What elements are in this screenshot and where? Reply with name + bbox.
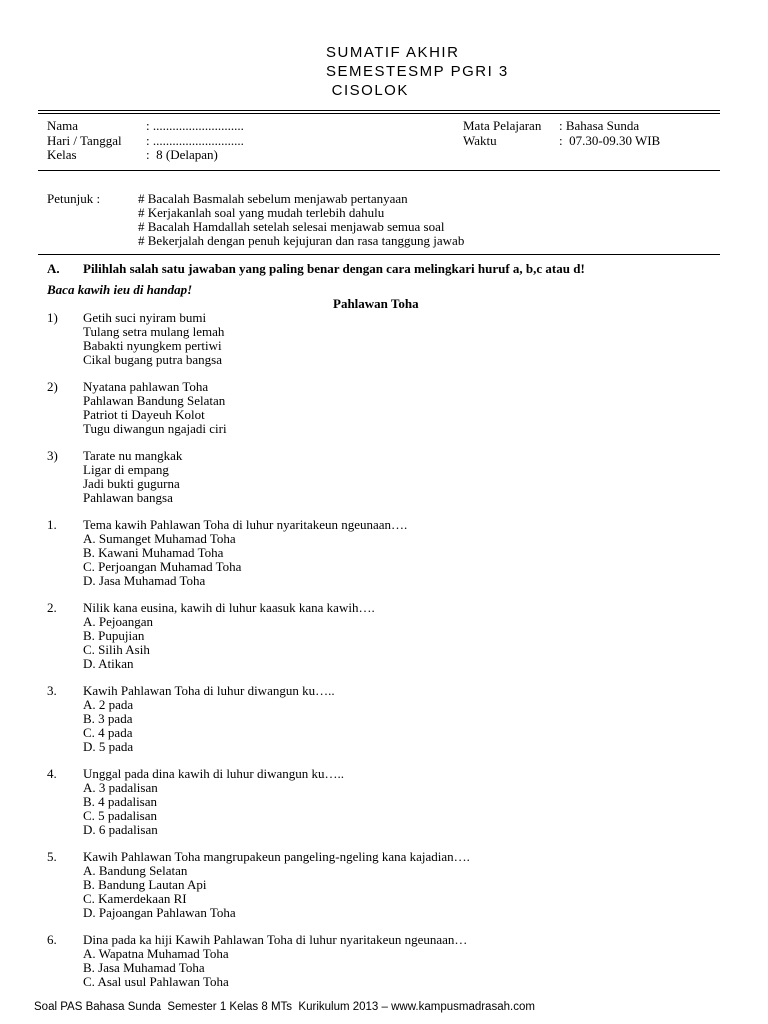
answer-option[interactable]: A. Pejoangan: [83, 614, 154, 629]
answer-option[interactable]: B. 4 padalisan: [83, 794, 158, 809]
kelas-value: : 8 (Delapan): [146, 147, 218, 162]
question-text: Unggal pada dina kawih di luhur diwangun ku…..: [83, 766, 345, 781]
waktu-label: Waktu: [463, 133, 497, 148]
waktu-value: : 07.30-09.30 WIB: [559, 133, 661, 148]
question-text: Kawih Pahlawan Toha di luhur diwangun ku…..: [83, 683, 335, 698]
nama-field: : ............................: [146, 118, 244, 133]
answer-option[interactable]: B. Bandung Lautan Api: [83, 877, 207, 892]
question-number: 1.: [47, 517, 57, 532]
answer-option[interactable]: A. Bandung Selatan: [83, 863, 188, 878]
question-number: 3.: [47, 683, 57, 698]
answer-option[interactable]: A. Wapatna Muhamad Toha: [83, 946, 229, 961]
poem-line: Patriot ti Dayeuh Kolot: [83, 407, 205, 422]
mapel-value: : Bahasa Sunda: [559, 118, 640, 133]
answer-option[interactable]: B. Pupujian: [83, 628, 145, 643]
poem-line: Babakti nyungkem pertiwi: [83, 338, 222, 353]
answer-option[interactable]: A. Sumanget Muhamad Toha: [83, 531, 236, 546]
poem-line: Cikal bugang putra bangsa: [83, 352, 222, 367]
answer-option[interactable]: D. Atikan: [83, 656, 134, 671]
header-rule-top-2: [38, 113, 720, 114]
poem-line: Ligar di empang: [83, 462, 169, 477]
poem-line: Jadi bukti gugurna: [83, 476, 180, 491]
petunjuk-rule: [38, 254, 720, 255]
hari-field: : ............................: [146, 133, 244, 148]
poem-line: Nyatana pahlawan Toha: [83, 379, 209, 394]
question-number: 6.: [47, 932, 57, 947]
answer-option[interactable]: D. 5 pada: [83, 739, 134, 754]
stanza-number: 1): [47, 310, 58, 325]
petunjuk-item: # Bacalah Hamdallah setelah selesai menjawab semua soal: [138, 219, 445, 234]
answer-option[interactable]: A. 2 pada: [83, 697, 134, 712]
poem-line: Pahlawan Bandung Selatan: [83, 393, 226, 408]
poem-title: Pahlawan Toha: [333, 296, 419, 311]
petunjuk-item: # Bekerjalah dengan penuh kejujuran dan rasa tanggung jawab: [138, 233, 465, 248]
answer-option[interactable]: C. Kamerdekaan RI: [83, 891, 187, 906]
question-number: 5.: [47, 849, 57, 864]
header-rule-bottom: [38, 170, 720, 171]
answer-option[interactable]: A. 3 padalisan: [83, 780, 158, 795]
stanza-number: 3): [47, 448, 58, 463]
section-letter: A.: [47, 261, 60, 276]
petunjuk-item: # Bacalah Basmalah sebelum menjawab pertanyaan: [138, 191, 408, 206]
answer-option[interactable]: C. Silih Asih: [83, 642, 150, 657]
question-text: Dina pada ka hiji Kawih Pahlawan Toha di luhur nyaritakeun ngeunaan…: [83, 932, 468, 947]
poem-line: Pahlawan bangsa: [83, 490, 173, 505]
answer-option[interactable]: C. 5 padalisan: [83, 808, 158, 823]
poem-line: Tarate nu mangkak: [83, 448, 183, 463]
mapel-label: Mata Pelajaran: [463, 118, 542, 133]
answer-option[interactable]: C. Perjoangan Muhamad Toha: [83, 559, 242, 574]
answer-option[interactable]: D. Pajoangan Pahlawan Toha: [83, 905, 236, 920]
nama-label: Nama: [47, 118, 79, 133]
answer-option[interactable]: B. Jasa Muhamad Toha: [83, 960, 205, 975]
answer-option[interactable]: B. 3 pada: [83, 711, 133, 726]
kelas-label: Kelas: [47, 147, 77, 162]
question-text: Kawih Pahlawan Toha mangrupakeun pangeling-ngeling kana kajadian….: [83, 849, 470, 864]
title-line-2: SEMESTESMP PGRI 3: [326, 63, 509, 80]
question-text: Nilik kana eusina, kawih di luhur kaasuk kana kawih….: [83, 600, 375, 615]
answer-option[interactable]: D. Jasa Muhamad Toha: [83, 573, 206, 588]
title-line-3: CISOLOK: [326, 82, 409, 99]
question-number: 2.: [47, 600, 57, 615]
header-rule-top-1: [38, 110, 720, 111]
question-number: 4.: [47, 766, 57, 781]
answer-option[interactable]: D. 6 padalisan: [83, 822, 158, 837]
answer-option[interactable]: C. Asal usul Pahlawan Toha: [83, 974, 229, 989]
title-line-1: SUMATIF AKHIR: [326, 44, 460, 61]
poem-line: Tulang setra mulang lemah: [83, 324, 225, 339]
reading-instruction: Baca kawih ieu di handap!: [47, 282, 193, 297]
poem-line: Getih suci nyiram bumi: [83, 310, 207, 325]
poem-line: Tugu diwangun ngajadi ciri: [83, 421, 227, 436]
petunjuk-label: Petunjuk :: [47, 191, 101, 206]
answer-option[interactable]: B. Kawani Muhamad Toha: [83, 545, 224, 560]
petunjuk-item: # Kerjakanlah soal yang mudah terlebih dahulu: [138, 205, 385, 220]
question-text: Tema kawih Pahlawan Toha di luhur nyaritakeun ngeunaan….: [83, 517, 408, 532]
hari-label: Hari / Tanggal: [47, 133, 122, 148]
section-instruction: Pilihlah salah satu jawaban yang paling benar dengan cara melingkari huruf a, b,c atau d!: [83, 261, 585, 276]
stanza-number: 2): [47, 379, 58, 394]
answer-option[interactable]: C. 4 pada: [83, 725, 133, 740]
page-footer: Soal PAS Bahasa Sunda Semester 1 Kelas 8 MTs Kurikulum 2013 – www.kampusmadrasah.com: [34, 1001, 535, 1013]
